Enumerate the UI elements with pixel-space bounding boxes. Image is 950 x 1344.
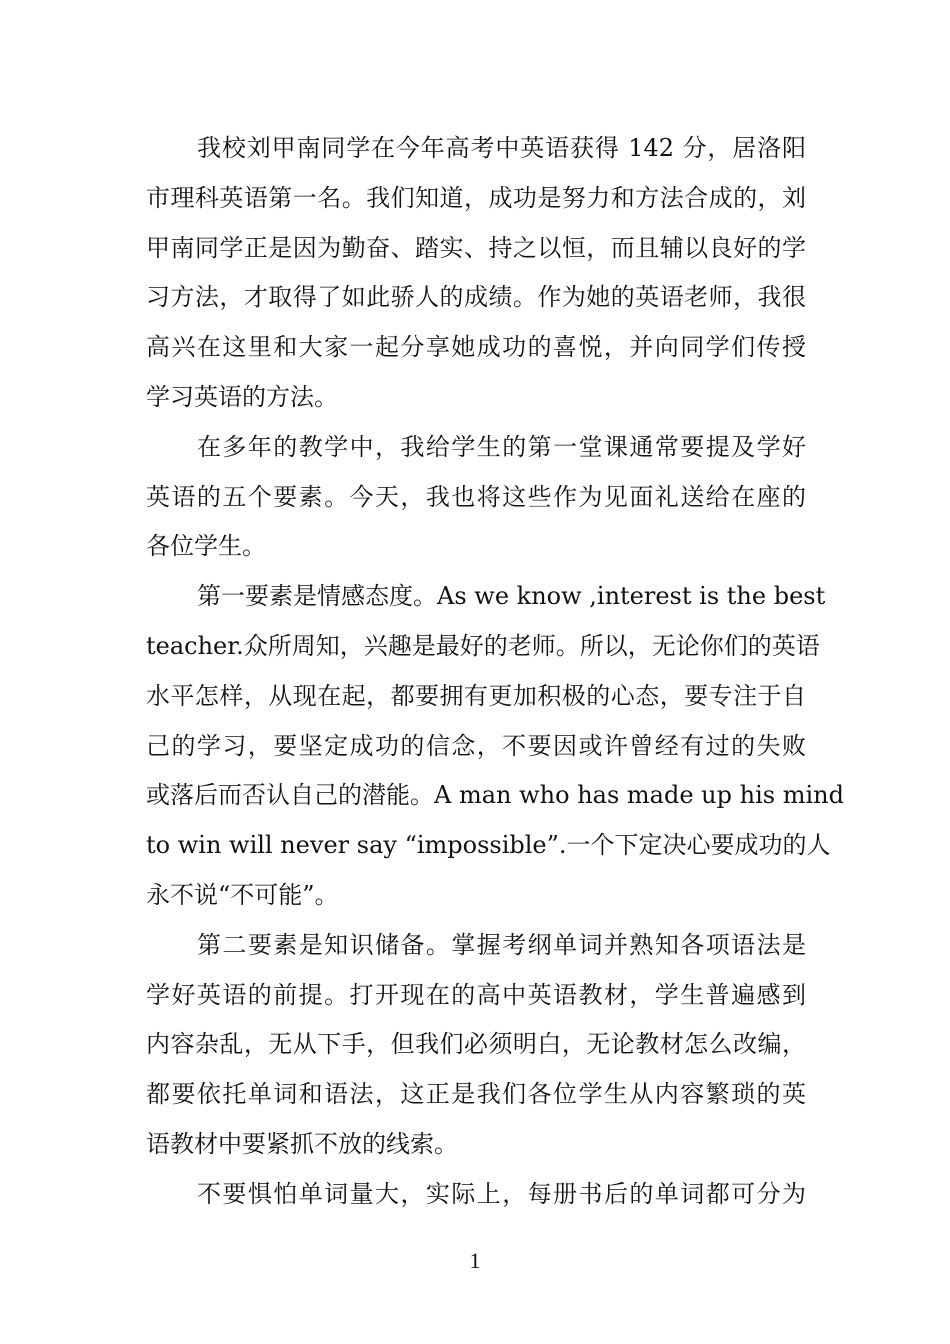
text-line: 英语的五个要素。今天，我也将这些作为见面礼送给在座的 — [146, 482, 806, 511]
paragraph-3 — [146, 572, 844, 921]
text-line: 不要惧怕单词量大，实际上，每册书后的单词都可分为 — [197, 1179, 806, 1208]
text-line: 内容杂乱，无从下手，但我们必须明白，无论教材怎么改编， — [146, 1030, 806, 1059]
text-line: 第二要素是知识储备。掌握考纲单词并熟知各项语法是 — [197, 930, 806, 959]
paragraph-4 — [146, 921, 806, 1170]
text-line: 甲南同学正是因为勤奋、踏实、持之以恒，而且辅以良好的学 — [146, 233, 806, 262]
text-line: to win will never say “impossible”.一个下定决心要成功的人 — [146, 831, 831, 860]
text-line: 第一要素是情感态度。As we know ,interest is the best — [197, 582, 826, 611]
text-line: 各位学生。 — [146, 532, 266, 561]
text-line: 都要依托单词和语法，这正是我们各位学生从内容繁琐的英 — [146, 1080, 806, 1109]
text-line: 我校刘甲南同学在今年高考中英语获得 142 分，居洛阳 — [197, 134, 806, 162]
text-line: 在多年的教学中，我给学生的第一堂课通常要提及学好 — [197, 432, 806, 461]
text-line: 学习英语的方法。 — [146, 382, 338, 411]
paragraph-2 — [146, 423, 806, 572]
text-line: 水平怎样，从现在起，都要拥有更加积极的心态，要专注于自 — [146, 681, 806, 710]
text-line: 己的学习，要坚定成功的信念，不要因或许曾经有过的失败 — [146, 731, 806, 760]
text-line: 市理科英语第一名。我们知道，成功是努力和方法合成的，刘 — [146, 183, 806, 212]
paragraph-1 — [146, 124, 806, 423]
text-line: 学好英语的前提。打开现在的高中英语教材，学生普遍感到 — [146, 980, 806, 1009]
text-line: 或落后而否认自己的潜能。A man who has made up his mind — [146, 781, 844, 810]
text-line: 高兴在这里和大家一起分享她成功的喜悦，并向同学们传授 — [146, 333, 806, 362]
page-number: 1 — [469, 1248, 481, 1273]
text-line: 永不说“不可能”。 — [146, 880, 339, 909]
paragraph-5 — [146, 1170, 806, 1220]
text-line: teacher.众所周知，兴趣是最好的老师。所以，无论你们的英语 — [146, 631, 820, 660]
document-body — [146, 124, 844, 1220]
text-line: 语教材中要紧抓不放的线索。 — [146, 1129, 458, 1158]
text-line: 习方法，才取得了如此骄人的成绩。作为她的英语老师，我很 — [146, 283, 806, 312]
